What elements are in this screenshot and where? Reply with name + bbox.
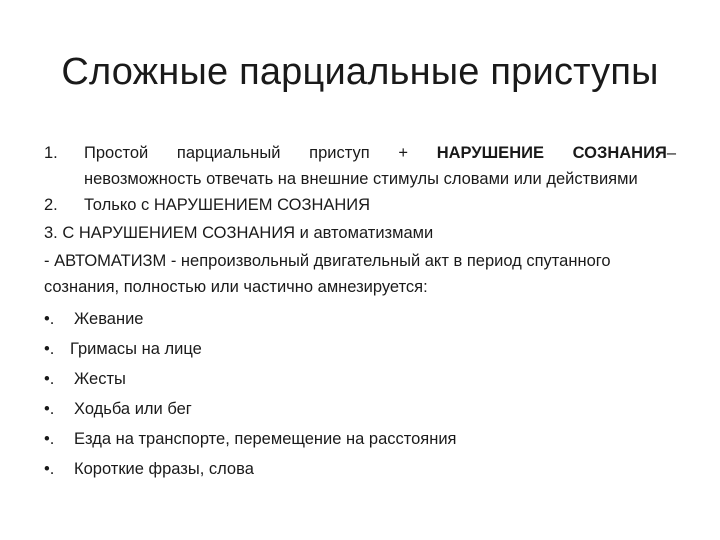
list-item — [44, 304, 676, 334]
item-number: 1. — [44, 144, 58, 162]
list-item — [44, 394, 676, 424]
list-item — [44, 364, 676, 394]
list-item — [44, 334, 676, 364]
list-item-1 — [44, 140, 676, 192]
list-item — [44, 424, 676, 454]
bullet-text: Жевание — [74, 310, 144, 328]
bullet-icon: •. — [44, 310, 55, 328]
item-1-content — [84, 140, 676, 192]
item-3-text: 3. С НАРУШЕНИЕМ СОЗНАНИЯ и автоматизмами — [44, 224, 434, 242]
item-number: 2. — [44, 196, 58, 214]
item-1-text-bold: НАРУШЕНИЕ СОЗНАНИЯ — [436, 144, 667, 162]
slide-body — [44, 140, 676, 484]
bullet-text: Короткие фразы, слова — [74, 460, 254, 478]
bullet-icon: •. — [44, 460, 55, 478]
list-item — [44, 454, 676, 484]
item-2-text: Только с НАРУШЕНИЕМ СОЗНАНИЯ — [84, 196, 371, 214]
bullet-text: Жесты — [74, 370, 126, 388]
bullet-text: Ходьба или бег — [74, 400, 192, 418]
bullet-text: Гримасы на лице — [70, 340, 202, 358]
item-1-text-prefix: Простой парциальный приступ + — [84, 144, 437, 162]
automatism-definition: - АВТОМАТИЗМ - непроизвольный двигательный акт в период спутанного сознания, полностью или частично амнезируется: — [44, 252, 611, 296]
bullet-icon: •. — [44, 370, 55, 388]
list-item-2 — [44, 192, 676, 218]
bullet-icon: •. — [44, 340, 55, 358]
bullet-icon: •. — [44, 400, 55, 418]
bullet-icon: •. — [44, 430, 55, 448]
slide-title: Сложные парциальные приступы — [61, 51, 659, 93]
item-1-text-suffix: – невозможность отвечать на внешние стимулы словами или действиями — [84, 144, 676, 188]
bullet-text: Езда на транспорте, перемещение на расстояния — [74, 430, 457, 448]
automatism-list — [44, 304, 676, 484]
